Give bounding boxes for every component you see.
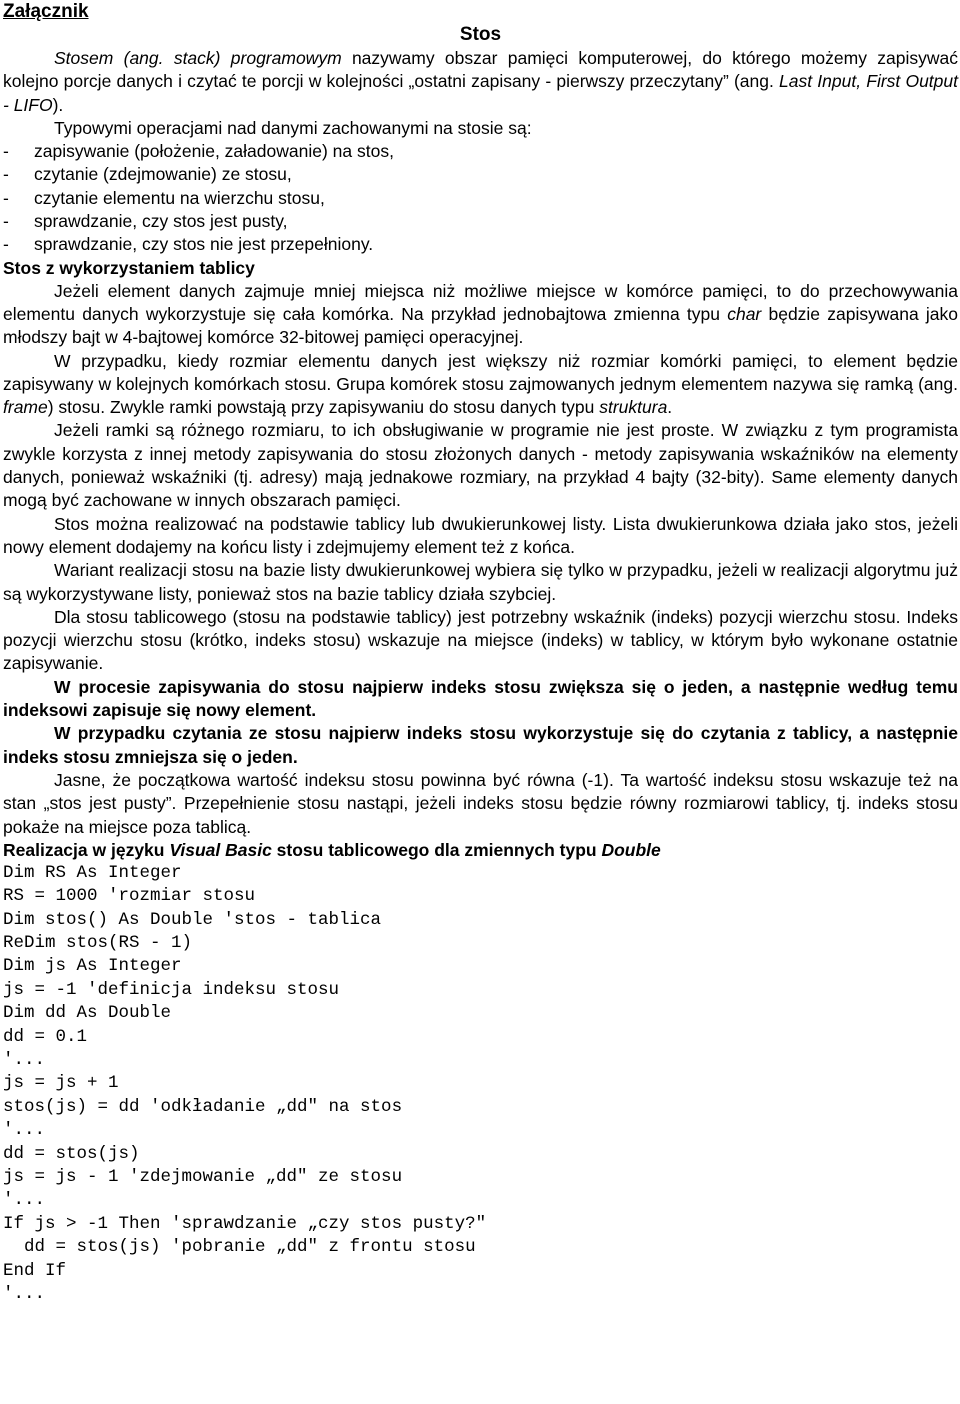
paragraph: W przypadku, kiedy rozmiar elementu danych jest większy niż rozmiar komórki pamięci, to element będzie zapisywany w kolejnych komórkach stosu. Grupa komórek stosu zajmowanych jednym elementem nazywa się ramką (ang. frame) stosu. Zwykle ramki powstają przy zapisywaniu do stosu danych typu struktura. — [3, 350, 958, 418]
paragraph: Dla stosu tablicowego (stosu na podstawie tablicy) jest potrzebny wskaźnik (indeks) pozycji wierzchu stosu. Indeks pozycji wierzchu stosu (krótko, indeks stosu) wskazuje na miejsce (indeks) w tablicy, w którym było wykonane ostatnie zapisywanie. — [3, 606, 958, 674]
list-item: - zapisywanie (położenie, załadowanie) na stos, — [3, 141, 394, 162]
code-line: Dim dd As Double — [3, 1003, 172, 1024]
intro-paragraph — [3, 47, 958, 117]
code-line: Dim js As Integer — [3, 956, 182, 977]
code-line: '... — [3, 1190, 46, 1211]
code-line: dd = stos(js) 'pobranie „dd" z frontu stosu — [3, 1237, 476, 1258]
section-heading-vb: Realizacja w języku Visual Basic stosu tablicowego dla zmiennych typu Double — [3, 839, 661, 860]
bold-paragraph-pop: W przypadku czytania ze stosu najpierw indeks stosu wykorzystuje się do czytania z tablicy, a następnie indeks stosu zmniejsza się o jeden. — [3, 723, 958, 767]
code-line: If js > -1 Then 'sprawdzanie „czy stos pusty?" — [3, 1213, 487, 1234]
code-line: '... — [3, 1284, 46, 1305]
code-line: ReDim stos(RS - 1) — [3, 933, 193, 954]
paragraph: Jeżeli element danych zajmuje mniej miejsca niż możliwe miejsce w komórce pamięci, to do przechowywania elementu danych wykorzystuje się cała komórka. Na przykład jednobajtowa zmienna typu char będzie zapisywana jako młodszy bajt w 4-bajtowej komórce 32-bitowej pamięci operacyjnej. — [3, 280, 959, 348]
code-line: dd = 0.1 — [3, 1026, 88, 1047]
code-line: RS = 1000 'rozmiar stosu — [3, 886, 256, 907]
paragraph: Stos można realizować na podstawie tablicy lub dwukierunkowej listy. Lista dwukierunkowa działa jako stos, jeżeli nowy element dodajemy na końcu listy i zdejmujemy element też z końca. — [3, 513, 958, 557]
intro-term: Stosem (ang. — [54, 48, 174, 68]
code-line: End If — [3, 1260, 67, 1281]
code-line: js = js - 1 'zdejmowanie „dd" ze stosu — [3, 1167, 403, 1188]
operations-intro: Typowymi operacjami nad danymi zachowanymi na stosie są: — [54, 117, 532, 138]
list-item: - czytanie (zdejmowanie) ze stosu, — [3, 164, 292, 185]
code-line: Dim RS As Integer — [3, 862, 182, 883]
code-line: js = js + 1 — [3, 1073, 119, 1094]
list-item: - sprawdzanie, czy stos nie jest przepełniony. — [3, 234, 374, 255]
intro-text: nazywamy obszar pamięci komputerowej, do którego możemy zapisywać kolejno porcje danych i czytać te porcji w kolejności „ostatni zapisany - pierwszy przeczytany” (ang. — [3, 48, 958, 92]
code-line: js = -1 'definicja indeksu stosu — [3, 979, 340, 1000]
list-item: - sprawdzanie, czy stos jest pusty, — [3, 211, 288, 232]
code-line: '... — [3, 1120, 46, 1141]
operations-list — [3, 140, 958, 256]
section-heading-array-stack: Stos z wykorzystaniem tablicy — [3, 257, 255, 278]
intro-lifo: Last Input, First Output - LIFO — [3, 71, 958, 115]
bold-paragraph-push: W procesie zapisywania do stosu najpierw indeks stosu zwiększa się o jeden, a następnie według temu indeksowi zapisuje się nowy element. — [3, 676, 958, 721]
code-line: Dim stos() As Double 'stos - tablica — [3, 909, 382, 930]
intro-end: ). — [52, 94, 64, 115]
paragraph: Jeżeli ramki są różnego rozmiaru, to ich obsługiwanie w programie nie jest proste. W związku z tym programista zwykle korzysta z innej metody zapisywania do stosu złożonych danych - metody zapisywania wskaźników na elementy danych, ponieważ wskaźniki (tj. adresy) mają jednakowe rozmiary, na przykład 4 bajty (32-bity). Same elementy danych mogą być zachowane w innych obszarach pamięci. — [3, 420, 958, 511]
code-line: stos(js) = dd 'odkładanie „dd" na stos — [3, 1096, 403, 1117]
page-title: Stos — [459, 24, 502, 45]
attachment-label: Załącznik — [3, 1, 89, 22]
code-listing — [3, 862, 958, 1307]
list-item: - czytanie elementu na wierzchu stosu, — [3, 187, 325, 208]
paragraph: Wariant realizacji stosu na bazie listy dwukierunkowej wybiera się tylko w przypadku, jeżeli w realizacji algorytmu już są wykorzystywane listy, ponieważ stos na bazie tablicy działa szybciej. — [3, 560, 958, 604]
paragraph: Jasne, że początkowa wartość indeksu stosu powinna być równa (-1). Ta wartość indeksu stosu wskazuje też na stan „stos jest pusty”. Przepełnienie stosu nastąpi, jeżeli indeks stosu będzie równy rozmiarowi tablicy, tj. indeks stosu pokaże na miejsce poza tablicą. — [3, 769, 958, 837]
code-line: dd = stos(js) — [3, 1143, 140, 1164]
code-line: '... — [3, 1050, 46, 1071]
intro-term-stack: stack) programowym — [173, 48, 342, 68]
